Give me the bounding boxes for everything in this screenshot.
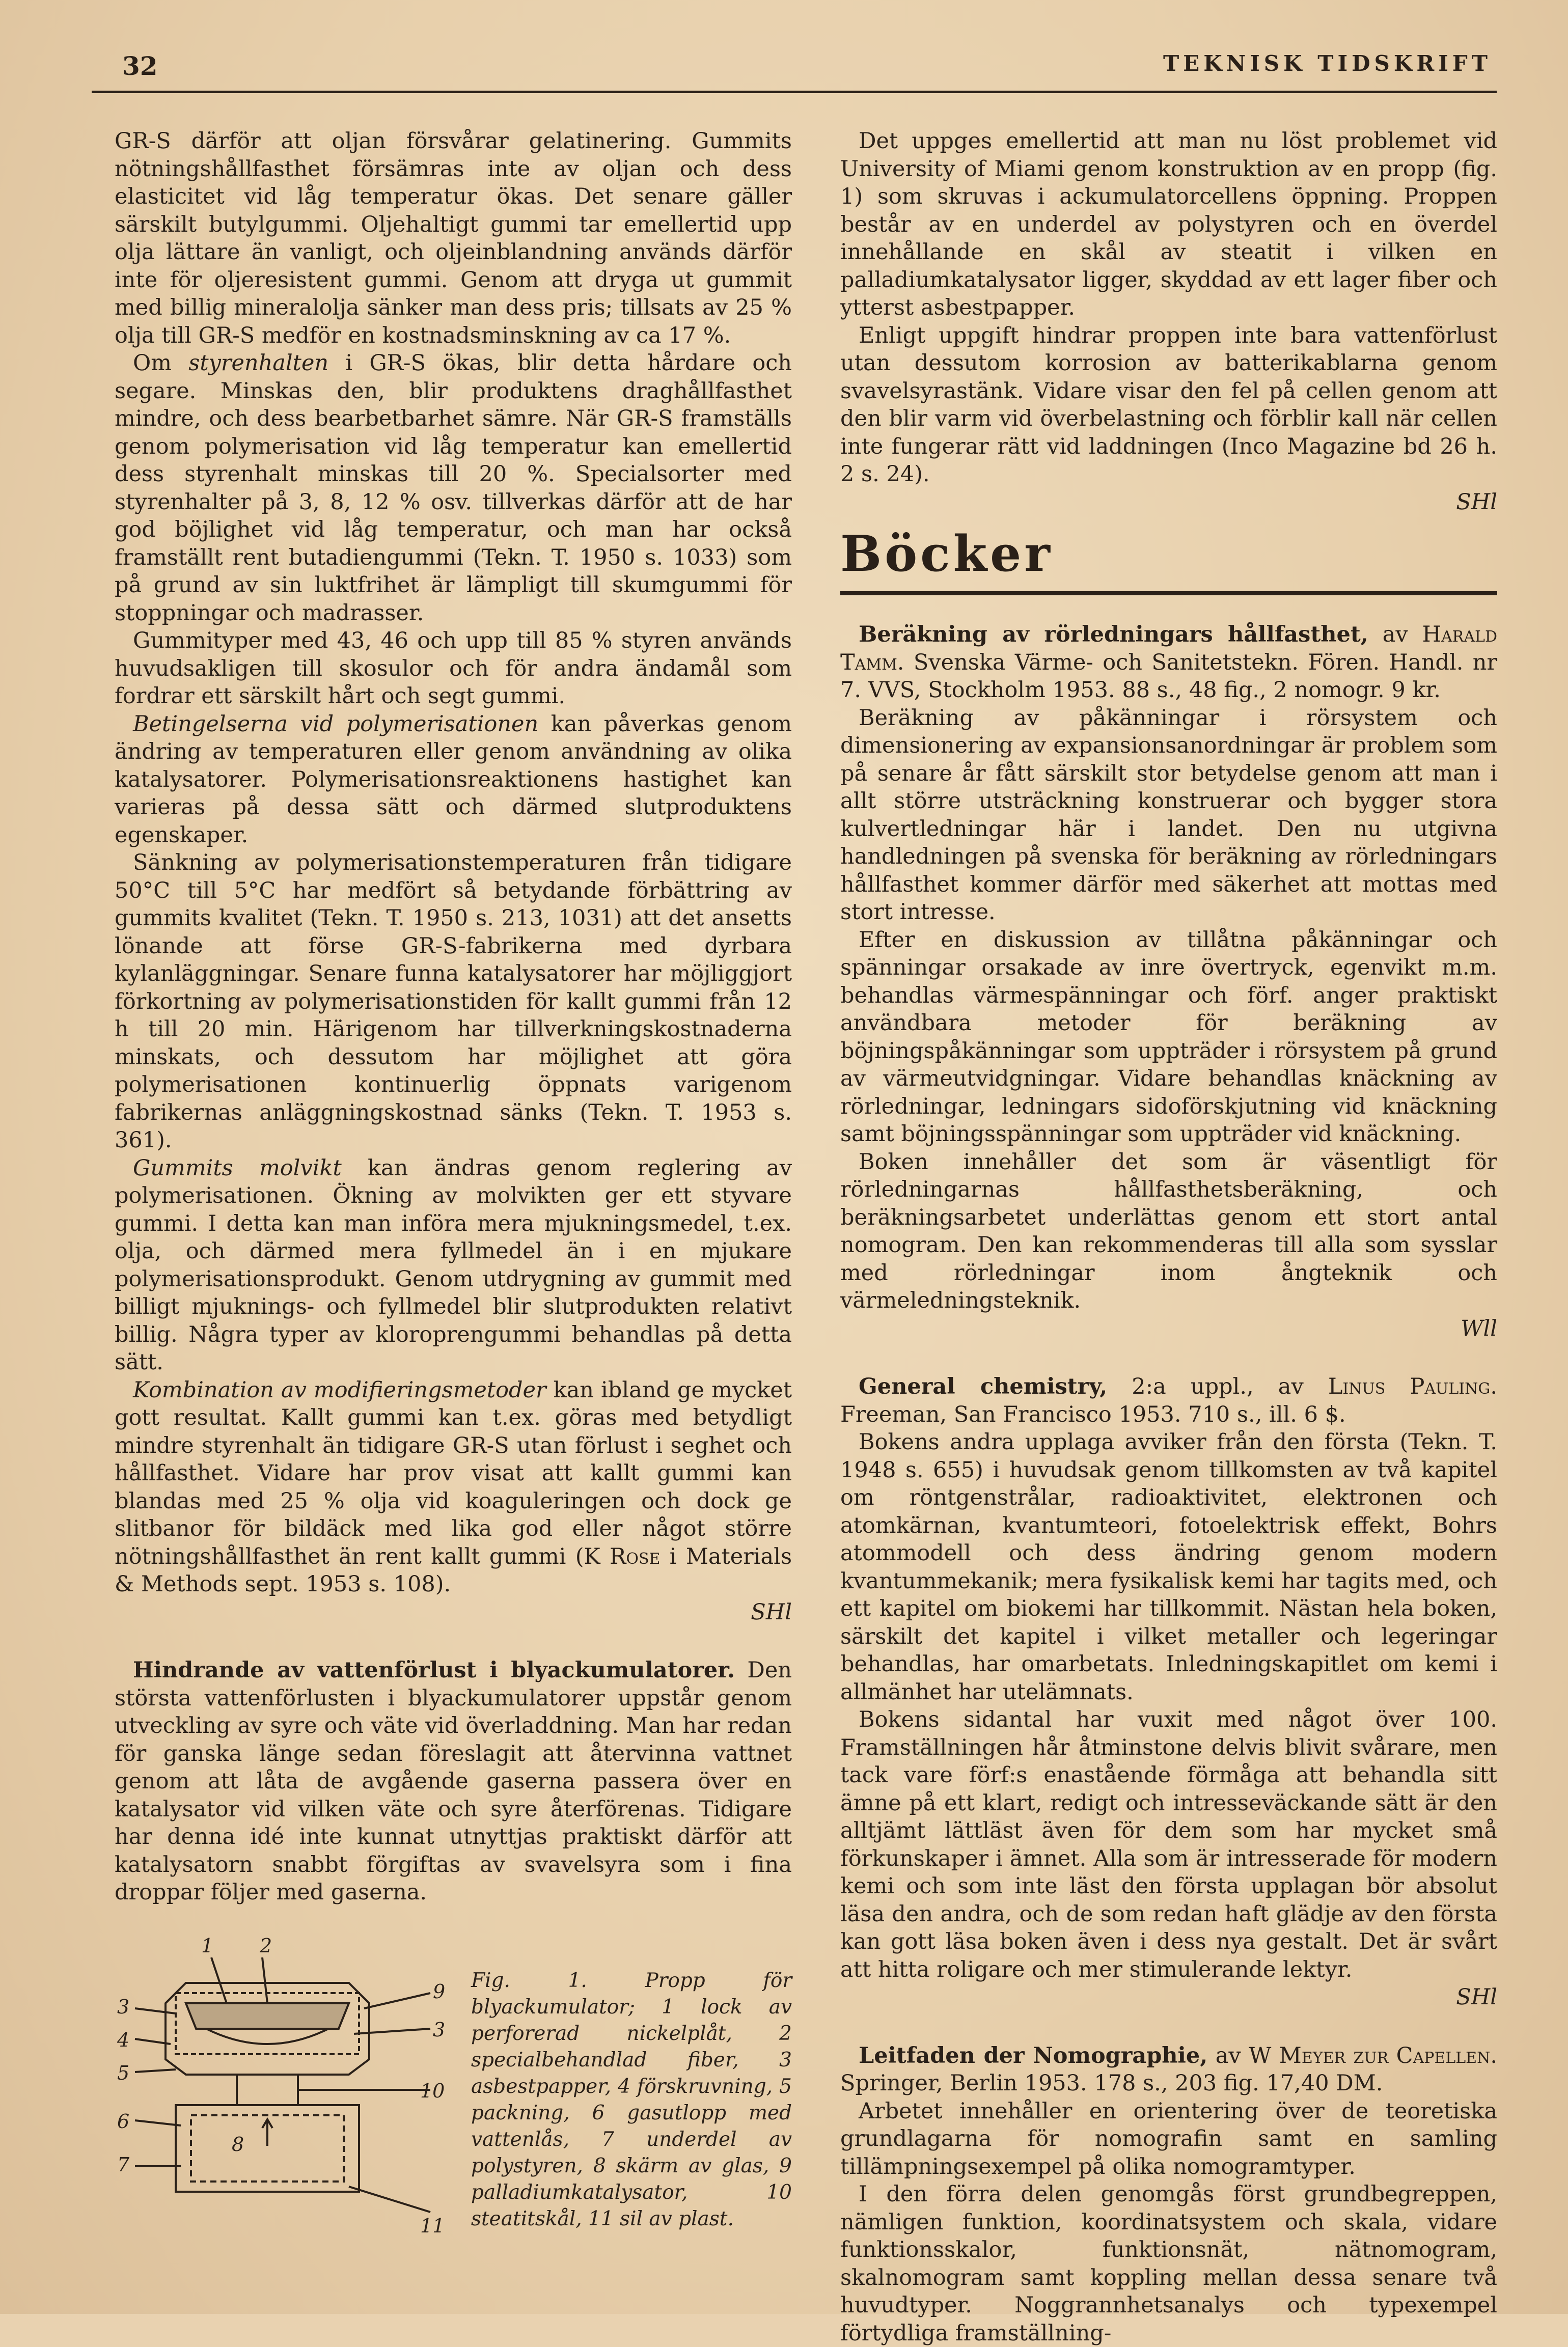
left-column [115, 127, 792, 2243]
book-details: Svenska Värme- och Sanitetstekn. Fören. Handl. nr 7. VVS, Stockholm 1953. 88 s., 48 fig., 2 nomogr. 9 kr. [840, 649, 1497, 703]
article-title: Hindrande av vattenförlust i blyackumulatorer. [133, 1658, 735, 1683]
figure-caption: Fig. 1. Propp för blyackumulator; 1 lock av perforerad nickelplåt, 2 specialbehandlad fiber, 3 asbestpapper, 4 förskruvning, 5 packning, 6 gasutlopp med vattenlås, 7 underdel av polystyren, 8 skärm av glas, 9 palladiumkatalysator, 10 steatitskål, 11 sil av plast. [471, 1969, 792, 2230]
paragraph [115, 1154, 792, 1376]
text-run: av [1215, 2042, 1241, 2068]
signature: SHl [751, 1599, 792, 1625]
section-title: Böcker [840, 525, 1053, 583]
signature: Wll [1461, 1315, 1497, 1341]
book-author: W Meyer zur Capellen. [1249, 2042, 1497, 2068]
signature: SHl [1456, 1984, 1497, 2010]
fig-label: 3 [117, 1995, 130, 2018]
paragraph: I den förra delen genomgås först grundbegreppen, nämligen funktion, koordinatsystem och skala, vidare funktionsskalor, funktionsnät, nätnomogram, skalnomogram samt koppling mellan dessa senare två huvudtyper. Noggrannhetsanalys och typexempel förtydliga framställning- [840, 2182, 1497, 2346]
figure-1 [115, 1927, 792, 2243]
battery-plug-diagram [115, 1927, 451, 2243]
text-run: kan ändras genom reglering av polymerisationen. Ökning av molvikten ger ett styvare gummi. I detta kan man införa mera mjukningsmedel, t.ex. olja, och därmed mera fyllmedel än i en mjukare polymerisationsprodukt. Genom utdrygning av gummit med billigt mjuknings- och fyllmedel blir slutprodukten relativt billig. Några typer av kloroprengummi behandlas på detta sätt. [115, 1155, 792, 1375]
fig-label: 9 [433, 1980, 446, 2003]
paragraph: Sänkning av polymerisationstemperaturen från tidigare 50°C till 5°C har medfört så betydande förbättring av gummits kvalitet (Tekn. T. 1950 s. 213, 1031) att det ansetts lönande att förse GR-S-fabrikerna med dyrbara kylanläggningar. Senare funna katalysatorer har möjliggjort förkortning av polymerisationstiden för kallt gummi från 12 h till 20 min. Härigenom har tillverkningskostnaderna minskats, och dessutom har möjlighet att göra polymerisationen kontinuerlig öppnats varigenom fabrikernas anläggningskostnad sänks (Tekn. T. 1953 s. 361). [115, 850, 792, 1153]
fig-label: 2 [260, 1934, 272, 1957]
book-author: Linus Pauling. [1328, 1374, 1497, 1399]
emphasis: Kombination av modifieringsmetoder [133, 1377, 546, 1403]
emphasis: Betingelserna vid polymerisationen [133, 711, 539, 737]
paragraph [840, 1148, 1497, 1343]
book-title: General chemistry, [859, 1374, 1108, 1399]
book-entry-header [840, 1373, 1497, 1428]
text-run: Boken innehåller det som är väsentligt för rörledningarnas hållfasthetsberäkning, och beräkningsarbetet underlättas genom ett stort antal nomogram. Den kan rekommenderas till alla som sysslar med rörledningar inom ångteknik och värmeledningsteknik. [840, 1149, 1497, 1313]
spacer [840, 2011, 1497, 2042]
book-title: Leitfaden der Nomographie, [859, 2042, 1208, 2068]
fig-label: 1 [201, 1934, 214, 1957]
paragraph [840, 1706, 1497, 2011]
paragraph [115, 710, 792, 849]
spacer [840, 1342, 1497, 1373]
text-run: Bokens sidantal har vuxit med något över 100. Framställningen hår åtminstone delvis blivit svårare, men tack vare förf:s enastående förmåga att behandla sitt ämne på ett klart, redigt och intresseväckande sätt är den alltjämt lättläst även för dem som har mycket små förkunskaper i ämnet. Alla som är intresserade för modern kemi och som inte läst den första upplagan bör absolut läsa den andra, och de som redan haft glädje av den första kan gott läsa boken även i dess nya gestalt. Det är svårt att hitta roligare och mer stimulerande lektyr. [840, 1707, 1497, 1982]
book-details: Springer, Berlin 1953. 178 s., 203 fig. 17,40 DM. [840, 2070, 1383, 2096]
paragraph [115, 349, 792, 627]
emphasis: styrenhalten [188, 350, 329, 376]
fig-label: 7 [117, 2153, 130, 2176]
text-run: i GR-S ökas, blir detta hårdare och segare. Minskas den, blir produktens draghållfasthet mindre, och dess bearbetbarhet sämre. När GR-S framställs genom polymerisation vid låg temperatur kan emellertid dess styrenhalt minskas till 20 %. Specialsorter med styrenhalter på 3, 8, 12 % osv. tillverkas därför att de har god böjlighet vid låg temperatur, och man har också framställt rent butadiengummi (Tekn. T. 1950 s. 1033) som på grund av sin luktfrihet är lämpligt till skumgummi för stoppningar och madrasser. [115, 350, 792, 626]
text-run: av [1382, 622, 1408, 647]
journal-title: TEKNISK TIDSKRIFT [1163, 51, 1492, 76]
paragraph [115, 1376, 792, 1626]
author-name: K Rose [584, 1543, 661, 1569]
fig-label: 11 [420, 2214, 445, 2237]
fig-label: 4 [117, 2028, 130, 2051]
section-rule [840, 591, 1497, 595]
header-rule [92, 91, 1497, 93]
paragraph: Bokens andra upplaga avviker från den första (Tekn. T. 1948 s. 655) i huvudsak genom tillkomsten av två kapitel om röntgenstrålar, radioaktivitet, elektronen och atomkärnan, kvantumteori, fotoelektrisk effekt, Bohrs atommodell och dess ändring genom modern kvantummekanik; mera fysikalisk kemi har tagits med, och ett kapitel om biokemi har tillkommit. Nästan hela boken, särskilt det kapitel i vilket metaller och legeringar behandlas, har omarbetats. Inledningskapitlet om kemi i allmänhet har utelämnats. [840, 1429, 1497, 1705]
article-paragraph [115, 1656, 792, 1907]
fig-label: 6 [117, 2110, 130, 2133]
book-entry-header [840, 2042, 1497, 2097]
paragraph: GR-S därför att oljan försvårar gelatinering. Gummits nötningshållfasthet försämras inte av oljan och dess elasticitet vid låg temperatur ökas. Det senare gäller särskilt butylgummi. Oljehaltigt gummi tar emellertid upp olja lättare än vanligt, och oljeinblandning används därför inte för oljeresistent gummi. Genom att dryga ut gummit med billig mineralolja sänker man dess pris; tillsats av 25 % olja till GR-S medför en kostnadsminskning av ca 17 %. [115, 128, 792, 348]
book-details: Freeman, San Francisco 1953. 710 s., ill. 6 $. [840, 1401, 1346, 1427]
paragraph: Arbetet innehåller en orientering över de teoretiska grundlagarna för nomografin samt en samling tillämpningsexempel på olika nomogramtyper. [840, 2098, 1497, 2179]
paragraph: Efter en diskussion av tillåtna påkänningar och spänningar orsakade av inre övertryck, egenvikt m.m. behandlas värmespänningar och förf. anger praktiskt användbara metoder för beräkning av böjningspåkänningar som uppträder i rörsystem på grund av värmeutvidgningar. Vidare behandlas knäckning av rörledningar, ledningars sidoförskjutning vid knäckning samt böjningsspänningar som uppträder vid knäckning. [840, 927, 1497, 1147]
book-author: Harald Tamm. [840, 622, 1498, 675]
text-run: kan påverkas genom ändring av temperaturen eller genom användning av olika katalysatorer. Polymerisationsreaktionens hastighet kan varieras på dessa sätt och därmed slutproduktens egenskaper. [115, 711, 792, 848]
paragraph: Beräkning av påkänningar i rörsystem och dimensionering av expansionsanordningar är problem som på senare år fått särskilt stor betydelse genom att man i allt större utsträckning konstruerar och bygger stora kulvertledningar här i landet. Den nu utgivna handledningen på svenska för beräkning av rörledningars hållfasthet kommer därför med säkerhet att mottas med stort intresse. [840, 705, 1497, 925]
text-run: Om [133, 350, 172, 376]
emphasis: Gummits molvikt [133, 1155, 342, 1181]
right-column [840, 127, 1497, 2347]
page-number: 32 [122, 51, 158, 81]
fig-label: 3 [433, 2018, 446, 2041]
spacer [115, 1626, 792, 1656]
book-entry-header [840, 621, 1497, 704]
paragraph [840, 322, 1497, 516]
paragraph: Det uppges emellertid att man nu löst problemet vid University of Miami genom konstruktion av en propp (fig. 1) som skruvas i ackumulatorcellens öppning. Proppen består av en underdel av polystyren och en överdel innehållande en skål av steatit i vilken en palladiumkatalysator ligger, skyddad av ett lager fiber och ytterst asbestpapper. [840, 128, 1497, 320]
fig-label: 5 [117, 2061, 130, 2084]
text-run: 2:a uppl., av [1132, 1374, 1304, 1399]
text-run: Den största vattenförlusten i blyackumulatorer uppstår genom utveckling av syre och väte vid överladdning. Man har redan för ganska länge sedan föreslagit att återvinna vattnet genom att låta de avgående gaserna passera över en katalysator vid vilken väte och syre återförenas. Tidigare har denna idé inte kunnat utnyttjas praktiskt därför att katalysatorn snabbt förgiftas av svavelsyra som i fina droppar följer med gaserna. [115, 1658, 792, 1905]
fig-label: 10 [420, 2079, 445, 2102]
text-run: Enligt uppgift hindrar proppen inte bara vattenförlust utan dessutom korrosion av batterikablarna genom svavelsyrastänk. Vidare visar den fel på cellen genom att den blir varm vid överbelastning och förblir kall när cellen inte fungerar rätt vid laddningen (Inco Magazine bd 26 h. 2 s. 24). [840, 322, 1497, 487]
signature: SHl [1456, 489, 1497, 515]
book-title: Beräkning av rörledningars hållfasthet, [859, 622, 1368, 647]
text-run: i Materials & Methods sept. 1953 s. 108). [115, 1543, 792, 1597]
text-run: kan ibland ge mycket gott resultat. Kallt gummi kan t.ex. göras med betydligt mindre styrenhalt än tidigare GR-S utan förlust i seghet och hållfasthet. Vidare har prov visat att kallt gummi kan blandas med 25 % olja vid koaguleringen och dock ge slitbanor för bildäck med lika god eller något större nötningshållfasthet än rent kallt gummi ( [115, 1377, 792, 1569]
fig-label: 8 [232, 2133, 244, 2156]
paragraph: Gummityper med 43, 46 och upp till 85 % styren används huvudsakligen till skosulor och för andra ändamål som fordrar ett särskilt hårt och segt gummi. [115, 628, 792, 709]
